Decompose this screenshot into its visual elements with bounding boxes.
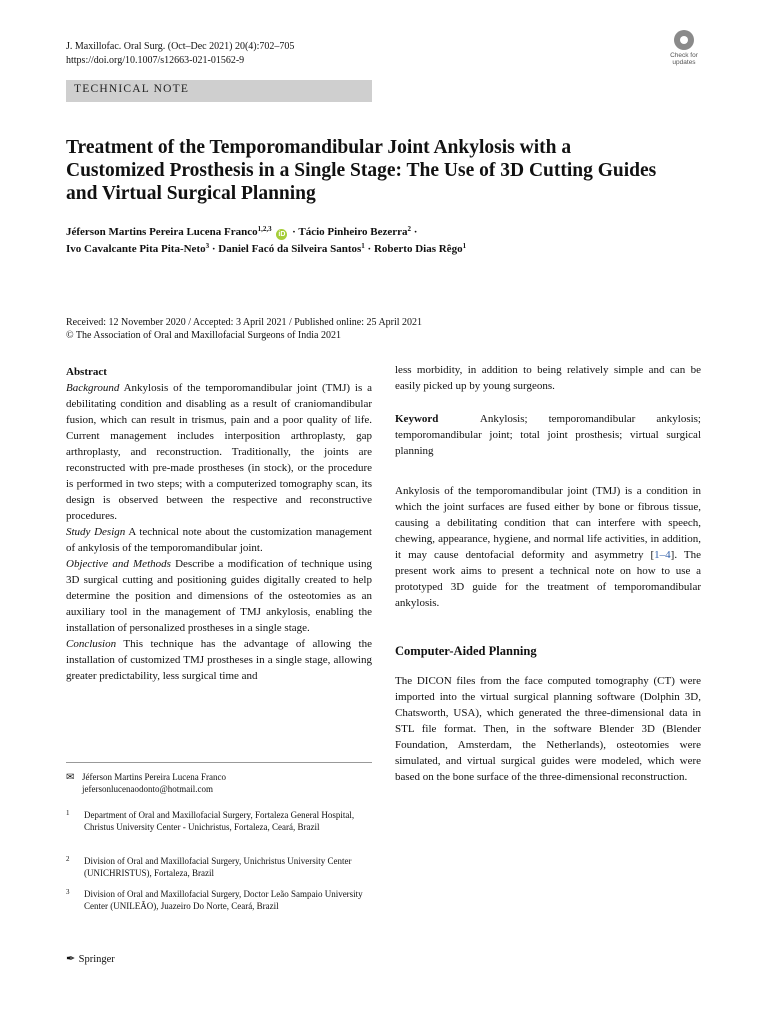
article-type-label: TECHNICAL NOTE (74, 83, 190, 95)
affiliation-number: 3 (66, 888, 70, 896)
abstract-heading: Abstract (66, 366, 107, 378)
author-name[interactable]: Daniel Facó da Silveira Santos (218, 243, 362, 255)
author-name[interactable]: Roberto Dias Rêgo (373, 243, 463, 255)
correspondence (66, 771, 372, 795)
abstract-background (66, 380, 372, 524)
affiliation-number: 2 (66, 855, 70, 863)
intro-paragraph (395, 483, 701, 611)
keywords (395, 411, 701, 459)
crossmark-label-1: Check for (670, 52, 698, 59)
abstract-objective (66, 556, 372, 636)
study-design-text: A technical note about the customization management of ankylosis of the temporomandibular joint. (66, 526, 372, 554)
correspondence-email[interactable]: jefersonlucenaodonto@hotmail.com (82, 784, 214, 794)
affiliation-text: Department of Oral and Maxillofacial Surgery, Fortaleza General Hospital, Christus University Center - Unichristus, Fortaleza, Ceará, Brazil (84, 810, 355, 832)
article-type-banner (66, 80, 372, 102)
journal-doi[interactable]: https://doi.org/10.1007/s12663-021-01562-9 (66, 55, 245, 66)
author-list: Jéferson Martins Pereira Lucena Franco$^{1,2,3}$ iD · Tácio Pinheiro Bezerra$^2$ · Ivo Cavalcante Pita Pita-Neto$^3$ · Daniel Facó da Silveira Santos$^1$ · Roberto Dias Rêgo$^1$ (66, 225, 467, 255)
correspondence-name: Jéferson Martins Pereira Lucena Franco (82, 772, 226, 782)
abstract-conclusion-continued: less morbidity, in addition to being relatively simple and can be easily picked up by young surgeons. (395, 364, 701, 392)
orcid-icon[interactable]: iD (278, 231, 286, 238)
journal-header (66, 40, 294, 68)
objective-text: Describe a modification of technique using 3D surgical cutting and positioning guides digitally created to help determine the position and dimensions of the osteotomies as an auxiliary tool in the management of TMJ ankylosis, enabling the installation of personalized prostheses in a single stage. (66, 558, 372, 634)
crossmark-label-2: updates (672, 59, 696, 66)
footnote-divider (66, 762, 372, 763)
author-affiliation: 2 (407, 225, 412, 233)
author-affiliation: 3 (205, 242, 210, 250)
affiliation-item (66, 855, 372, 879)
abstract-study-design (66, 524, 372, 556)
keywords-label: Keyword (395, 413, 439, 425)
affiliation-item (66, 888, 372, 912)
objective-label: Objective and Methods (66, 558, 171, 570)
author-affiliation: 1,2,3 (257, 225, 272, 233)
conclusion-label: Conclusion (66, 638, 117, 650)
study-design-label: Study Design (66, 526, 126, 538)
conclusion-text: This technique has the advantage of allowing the installation of customized TMJ prostheses in a single stage, allowing greater predictability, less surgical time and (66, 638, 372, 682)
check-for-updates-badge[interactable] (664, 30, 704, 74)
author-affiliation: 1 (361, 242, 365, 250)
article-title: Treatment of the Temporomandibular Joint Ankylosis with a Customized Prosthesis in a Single Stage: The Use of 3D Cutting Guides and Virtual Surgical Planning (66, 137, 657, 204)
left-column (66, 364, 372, 684)
intro-text: Ankylosis of the temporomandibular joint (TMJ) is a condition in which the joint surfaces are fused either by bone or fibrous tissue, causing a debilitating condition that can interfere with speech, chewing, appearance, hygiene, and normal life activities, in addition, it may cause dentofacial deformity and asymmetry [ (395, 485, 701, 561)
section-paragraph: The DICON files from the face computed tomography (CT) were imported into the virtual surgical planning software (Dolphin 3D, Chatsworth, USA), which generated the three-dimensional data in STL file format. Then, in the software Blender 3D (Blender Foundation, Amsterdam, the Netherlands), osteotomies were simulated, and virtual surgical guides were modeled, which were based on the bone surface of the three-dimensional reconstruction. (395, 675, 701, 783)
publisher-footer (66, 952, 115, 965)
affiliation-item (66, 809, 372, 833)
author-name[interactable]: Jéferson Martins Pereira Lucena Franco (66, 226, 258, 238)
publisher-name: Springer (78, 954, 115, 965)
author-affiliation: 1 (462, 242, 467, 250)
background-text: Ankylosis of the temporomandibular joint (TMJ) is a debilitating condition and disabling as a result of craniomandibular fusion, which can result in trismus, pain and a poor quality of life. Current management includes interposition arthroplasty, gap arthroplasty, and reconstruction. Traditionally, the joints are reconstructed with pre-made prostheses (in stock), or the procedure is performed in two steps; with a computerized tomography scan, its design is observed between the respective and reconstructive procedures. (66, 382, 372, 522)
envelope-icon: ✉ (66, 772, 75, 783)
section-heading: Computer-Aided Planning (395, 644, 537, 658)
journal-citation: J. Maxillofac. Oral Surg. (Oct–Dec 2021) 20(4):702–705 (66, 41, 295, 52)
right-column (395, 362, 701, 785)
author-name[interactable]: Tácio Pinheiro Bezerra (298, 226, 408, 238)
copyright-line: © The Association of Oral and Maxillofacial Surgeons of India 2021 (66, 330, 341, 341)
background-label: Background (66, 382, 120, 394)
publication-dates (66, 316, 686, 342)
intro-text-continued: ]. The present work aims to present a technical note on how to use a prototyped 3D guide for the treatment of temporomandibular ankylosis. (395, 549, 701, 609)
citation-link[interactable]: 1–4 (654, 549, 671, 561)
affiliation-text: Division of Oral and Maxillofacial Surgery, Doctor Leão Sampaio University Center (UNILEÃO), Juazeiro Do Norte, Ceará, Brazil (84, 889, 363, 911)
affiliation-text: Division of Oral and Maxillofacial Surgery, Unichristus University Center (UNICHRISTUS), Fortaleza, Brazil (84, 856, 352, 878)
abstract-conclusion (66, 636, 372, 684)
keywords-text: Ankylosis; temporomandibular ankylosis; temporomandibular joint; total joint prosthesis; virtual surgical planning (395, 413, 701, 457)
crossmark-icon (674, 30, 694, 50)
author-name[interactable]: Ivo Cavalcante Pita Pita-Neto (66, 243, 206, 255)
affiliation-number: 1 (66, 809, 70, 817)
springer-logo-icon: ✒ (66, 953, 76, 965)
history-dates: Received: 12 November 2020 / Accepted: 3 April 2021 / Published online: 25 April 2021 (66, 317, 423, 328)
